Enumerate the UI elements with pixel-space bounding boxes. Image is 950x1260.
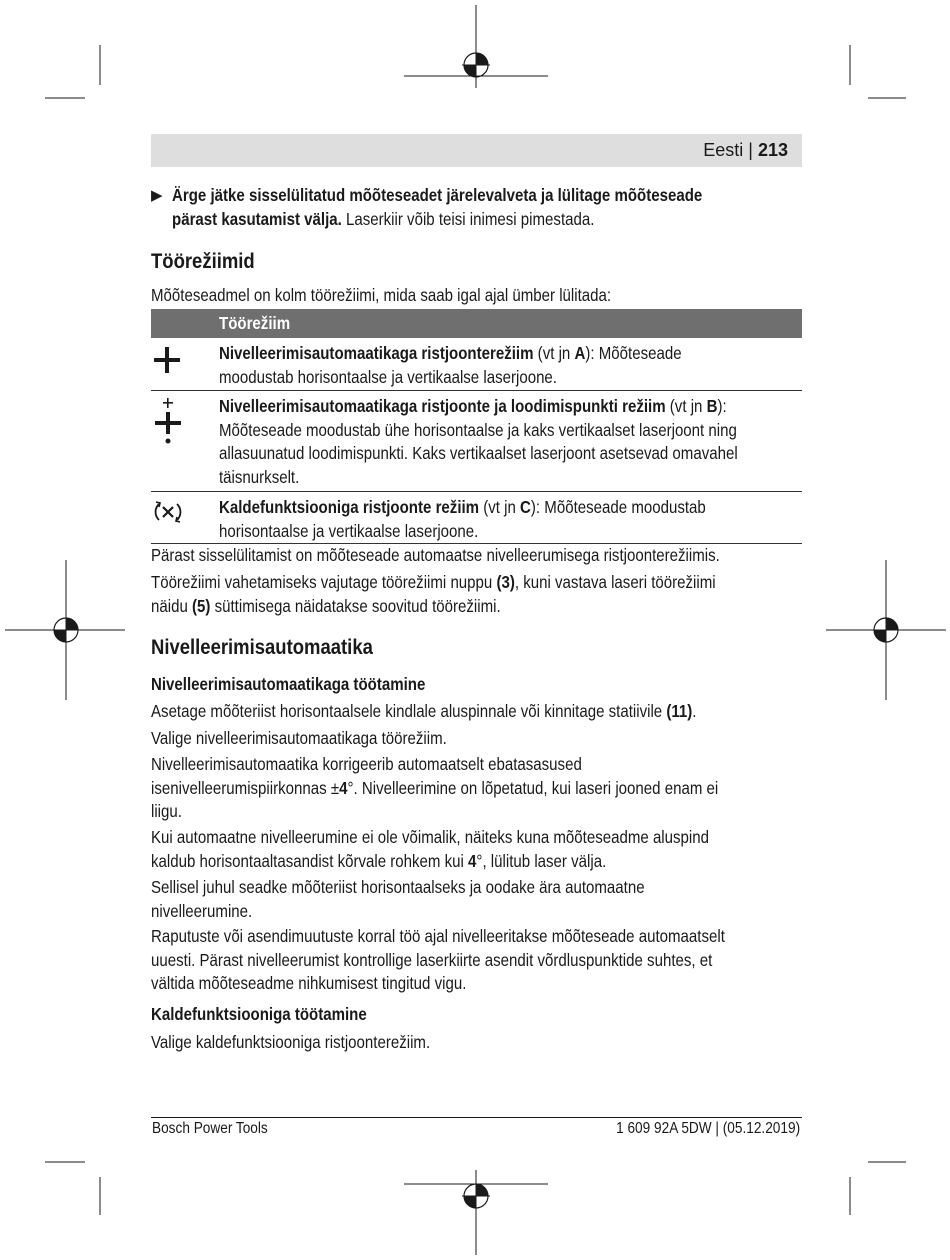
warning-bold2: pärast kasutamist välja.: [172, 208, 342, 229]
leveling-p6: Raputuste või asendimuutuste korral töö ajal nivelleeritakse mõõteseade automaatselt uuesti. Pärast nivelleerumist kontrollige laserkiirte asendit võrdluspunktide suhtes, et vältida mõõteseadme nihkumisest tingitud vigu.: [151, 926, 725, 993]
header-language: Eesti: [703, 140, 744, 160]
tilt-p1: Valige kaldefunktsiooniga ristjoonterežiim.: [151, 1032, 431, 1052]
table-header: [151, 309, 802, 338]
modes-intro: Mõõteseadmel on kolm töörežiimi, mida saab igal ajal ümber lülitada:: [151, 285, 612, 305]
leveling-p1: Asetage mõõteriist horisontaalsele kindlale aluspinnale või kinnitage statiivile (11).: [151, 701, 697, 721]
page-header: [151, 134, 802, 167]
mode-b-text: Nivelleerimisautomaatikaga ristjoonte ja loodimispunkti režiim (vt jn B): Mõõteseade moodustab ühe horisontaalse ja kaks vertikaalset laserjoont ning allasuunatud loodimispunkti. Kaks vertikaalset laserjoont asetsevad omavahel täisnurkselt.: [219, 396, 738, 487]
bullet-arrow-icon: ▶: [151, 187, 163, 204]
warning-bold: Ärge jätke sisselülitatud mõõteseadet järelevalveta ja lülitage mõõteseade: [172, 185, 703, 205]
modes-after-2: Töörežiimi vahetamiseks vajutage töörežiimi nuppu (3), kuni vastava laseri töörežiimi näidu (5) süttimisega näidatakse soovitud töörežiimi.: [151, 572, 716, 616]
section-title-leveling: Nivelleerimisautomaatika: [151, 636, 373, 659]
table-row-mode-a: [151, 338, 802, 391]
subsection-title-leveling: Nivelleerimisautomaatikaga töötamine: [151, 674, 426, 694]
subsection-title-tilt: Kaldefunktsiooniga töötamine: [151, 1004, 367, 1024]
mode-c-text: Kaldefunktsiooniga ristjoonte režiim (vt jn C): Mõõteseade moodustab horisontaalse ja vertikaalse laserjoone.: [219, 497, 706, 541]
header-separator: |: [748, 140, 753, 160]
leveling-p3: Nivelleerimisautomaatika korrigeerib automaatselt ebatasasused isenivelleerumispiirkonnas ±4°. Nivelleerimine on lõpetatud, kui laseri jooned enam ei liigu.: [151, 754, 719, 821]
cross-line-icon: [151, 344, 191, 381]
registration-mark-left: [54, 618, 78, 642]
cross-line-plumb-icon: [151, 395, 191, 456]
warning-paragraph: [172, 184, 832, 231]
leveling-p4: Kui automaatne nivelleerumine ei ole võimalik, näiteks kuna mõõteseadme aluspind kaldub horisontaaltasandist kõrvale rohkem kui 4°, lülitub laser välja.: [151, 827, 710, 871]
footer-publisher: Bosch Power Tools: [152, 1120, 268, 1137]
footer-document-id: 1 609 92A 5DW | (05.12.2019): [615, 1120, 800, 1137]
registration-mark-top: [462, 53, 490, 77]
registration-mark-bottom: [462, 1184, 490, 1208]
leveling-p2: Valige nivelleerimisautomaatikaga töörežiim.: [151, 728, 447, 748]
modes-after-1: Pärast sisselülitamist on mõõteseade automaatse nivelleerumisega ristjoonterežiimis.: [151, 545, 720, 565]
table-header-label: Töörežiim: [219, 313, 291, 333]
modes-table: [151, 309, 802, 544]
table-row-mode-b: [151, 391, 802, 492]
warning-text: Laserkiir võib teisi inimesi pimestada.: [341, 208, 595, 229]
table-row-mode-c: [151, 492, 802, 544]
page-number: 213: [757, 140, 788, 160]
registration-mark-right: [874, 618, 898, 642]
leveling-p5: Sellisel juhul seadke mõõteriist horisontaalseks ja oodake ära automaatne nivelleerumine.: [151, 877, 645, 921]
footer-rule: [151, 1117, 802, 1118]
mode-a-text: Nivelleerimisautomaatikaga ristjoonterežiim (vt jn A): Mõõteseade moodustab horisontaalse ja vertikaalse laserjoone.: [219, 343, 682, 387]
section-title-modes: Töörežiimid: [151, 250, 255, 273]
header-label: [703, 140, 788, 161]
tilt-mode-icon: [151, 496, 191, 533]
